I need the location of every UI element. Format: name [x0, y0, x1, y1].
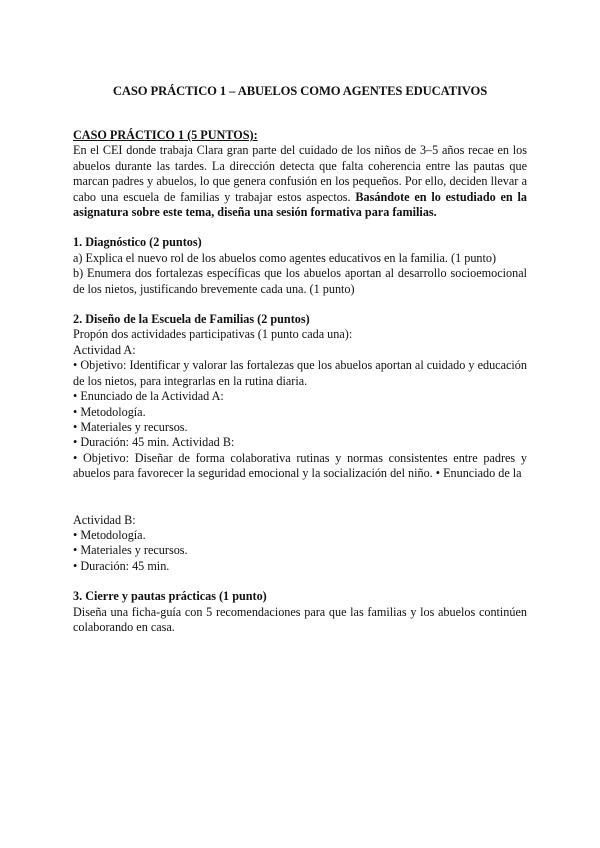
activity-b-materials: • Materiales y recursos.: [73, 543, 188, 558]
section-2-intro: Propón dos actividades participativas (1 punto cada una):: [73, 327, 353, 342]
activity-b-objective: • Objetivo: Diseñar de forma colaborativa rutinas y normas consistentes entre padres y abuelos para favorecer la seguridad emocional y la socialización del niño. • Enunciado de la: [73, 450, 527, 481]
section-3-text: Diseña una ficha-guía con 5 recomendaciones para que las familias y los abuelos continúen colaborando en casa.: [73, 604, 527, 634]
case-intro-bold-text: Basándote en lo estudiado en la asignatura sobre este tema, diseña una sesión formativa para familias.: [73, 189, 527, 220]
activity-b-methodology: • Metodología.: [73, 527, 146, 542]
activity-b-label: Actividad B:: [73, 512, 136, 527]
document-title: CASO PRÁCTICO 1 – ABUELOS COMO AGENTES EDUCATIVOS: [112, 84, 488, 98]
case-heading: CASO PRÁCTICO 1 (5 PUNTOS):: [73, 128, 258, 142]
case-intro-text: En el CEI donde trabaja Clara gran parte del cuidado de los niños de 3–5 años recae en los abuelos durante las tardes. La dirección detecta que falta coherencia entre las pautas que marcan padres y abuelos, lo que genera confusión en los pequeños. Por ello, deciden llevar a cabo una escuela de familias y trabajar estos aspectos.: [73, 143, 527, 204]
section-2-heading: 2. Diseño de la Escuela de Familias (2 puntos): [73, 312, 310, 327]
section-1-item-a: a) Explica el nuevo rol de los abuelos como agentes educativos en la familia. (1 punto): [73, 250, 497, 265]
activity-a-objective: • Objetivo: Identificar y valorar las fortalezas que los abuelos aportan al cuidado y educación de los nietos, para integrarlas en la rutina diaria.: [73, 358, 527, 388]
activity-a-duration: • Duración: 45 min. Actividad B:: [73, 435, 235, 450]
activity-a-statement: • Enunciado de la Actividad A:: [73, 389, 224, 404]
document-body: [73, 128, 527, 635]
activity-b-duration: • Duración: 45 min.: [73, 558, 170, 573]
activity-a-methodology: • Metodología.: [73, 404, 146, 419]
case-intro-paragraph: [73, 143, 527, 220]
activity-a-materials: • Materiales y recursos.: [73, 419, 188, 434]
section-1-heading: 1. Diagnóstico (2 puntos): [73, 235, 202, 250]
section-1-item-b: b) Enumera dos fortalezas específicas que los abuelos aportan al desarrollo socioemocional de los nietos, justificando brevemente cada una. (1 punto): [73, 266, 527, 296]
section-3-heading: 3. Cierre y pautas prácticas (1 punto): [73, 589, 267, 604]
activity-a-label: Actividad A:: [73, 342, 136, 357]
